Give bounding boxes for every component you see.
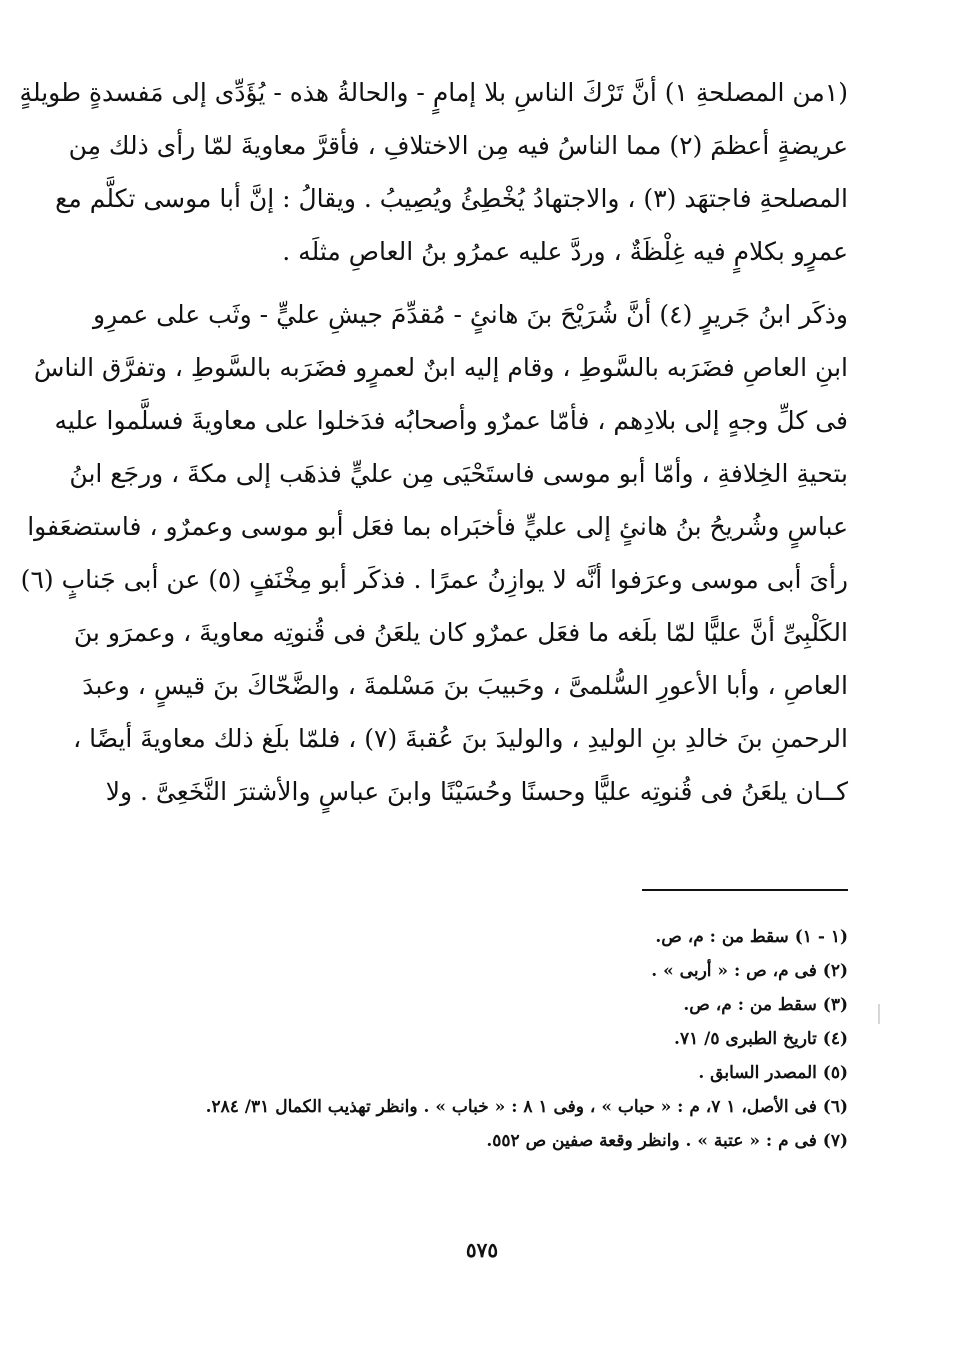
footnote: (٤) تاريخ الطبرى ٥/ ٧١. bbox=[674, 1029, 848, 1049]
text-line: وذكَر ابنُ جَريرٍ (٤) أنَّ شُرَيْحَ بنَ هانئٍ - مُقدِّمَ جيشِ عليٍّ - وثَب على عمرِو bbox=[93, 300, 848, 329]
scan-artifact bbox=[878, 1004, 880, 1024]
footnote: (٢) فى م، ص : « أربى » . bbox=[651, 961, 848, 981]
page-number: ٥٧٥ bbox=[465, 1238, 499, 1262]
footnote: (٣) سقط من : م، ص. bbox=[683, 995, 848, 1015]
text-line: عريضةٍ أعظمَ (٢) مما الناسُ فيه مِن الاختلافِ ، فأقرَّ معاويةَ لمّا رأى ذلك مِن bbox=[68, 131, 848, 160]
text-line: الكَلْبِىِّ أنَّ عليًّا لمّا بلَغه ما فعَل عمرٌو كان يلعَنُ فى قُنوتِه معاويةَ ، وعمرَو بنَ bbox=[73, 618, 848, 647]
footnote: (٥) المصدر السابق . bbox=[698, 1063, 848, 1083]
text-line: فى كلِّ وجهٍ إلى بلادِهم ، فأمّا عمرٌو وأصحابُه فدَخلوا على معاويةَ فسلَّموا عليه bbox=[54, 406, 848, 435]
paragraph-1 bbox=[19, 66, 848, 278]
paragraph-gap bbox=[118, 278, 848, 288]
text-line: رأىَ أبى موسى وعرَفوا أنَّه لا يوازِنُ عمرًا . فذكَر أبو مِخْنَفٍ (٥) عن أبى جَنابٍ (٦) bbox=[20, 565, 848, 594]
text-line: ابنِ العاصِ فضَرَبه بالسَّوطِ ، وقام إليه ابنٌ لعمرٍو فضَرَبه بالسَّوطِ ، وتفرَّق الناسُ bbox=[33, 353, 848, 382]
text-line: المصلحةِ فاجتهَد (٣) ، والاجتهادُ يُخْطِئُ ويُصِيبُ . ويقالُ : إنَّ أبا موسى تكلَّم مع bbox=[55, 184, 848, 213]
text-line: كــان يلعَنُ فى قُنوتِه عليًّا وحسنًا وحُسَيْنًا وابنَ عباسٍ والأشترَ النَّخَعِىَّ . ولا bbox=[105, 777, 848, 806]
text-line: العاصِ ، وأبا الأعورِ السُّلمىَّ ، وحَبيبَ بنَ مَسْلمةَ ، والضَّحّاكَ بنَ قيسٍ ، وعبدَ bbox=[82, 671, 848, 700]
footnotes bbox=[118, 920, 848, 1158]
footnote-separator bbox=[642, 889, 848, 891]
footnote: (٦) فى الأصل، ١ ٧، م : « حباب » ، وفى ١ ٨ : « خباب » . وانظر تهذيب الكمال ٣١/ ٢٨٤. bbox=[205, 1097, 848, 1117]
text-line: عمرٍو بكلامٍ فيه غِلْظَةٌ ، وردَّ عليه عمرُو بنُ العاصِ مثلَه . bbox=[282, 237, 848, 266]
text-line: الرحمنِ بنَ خالدِ بنِ الوليدِ ، والوليدَ بنَ عُقبةَ (٧) ، فلمّا بلَغ ذلك معاويةَ أيضًا ، bbox=[73, 724, 848, 753]
text-line: بتحيةِ الخِلافةِ ، وأمّا أبو موسى فاستَحْيَى مِن عليٍّ فذهَب إلى مكةَ ، ورجَع ابنُ bbox=[69, 459, 848, 488]
footnote: (١ - ١) سقط من : م، ص. bbox=[655, 927, 848, 947]
text-line: (١من المصلحةِ ١) أنَّ تَرْكَ الناسِ بلا إمامٍ - والحالةُ هذه - يُؤَدِّى إلى مَفسدةٍ طويلةٍ bbox=[19, 78, 848, 107]
main-text bbox=[19, 66, 848, 818]
footnote: (٧) فى م : « عتبة » . وانظر وقعة صفين ص ٥٥٢. bbox=[486, 1131, 848, 1151]
paragraph-2 bbox=[20, 288, 848, 818]
text-line: عباسٍ وشُريحُ بنُ هانئٍ إلى عليٍّ فأخبَراه بما فعَل أبو موسى وعمرٌو ، فاستضعَفوا bbox=[27, 512, 848, 541]
